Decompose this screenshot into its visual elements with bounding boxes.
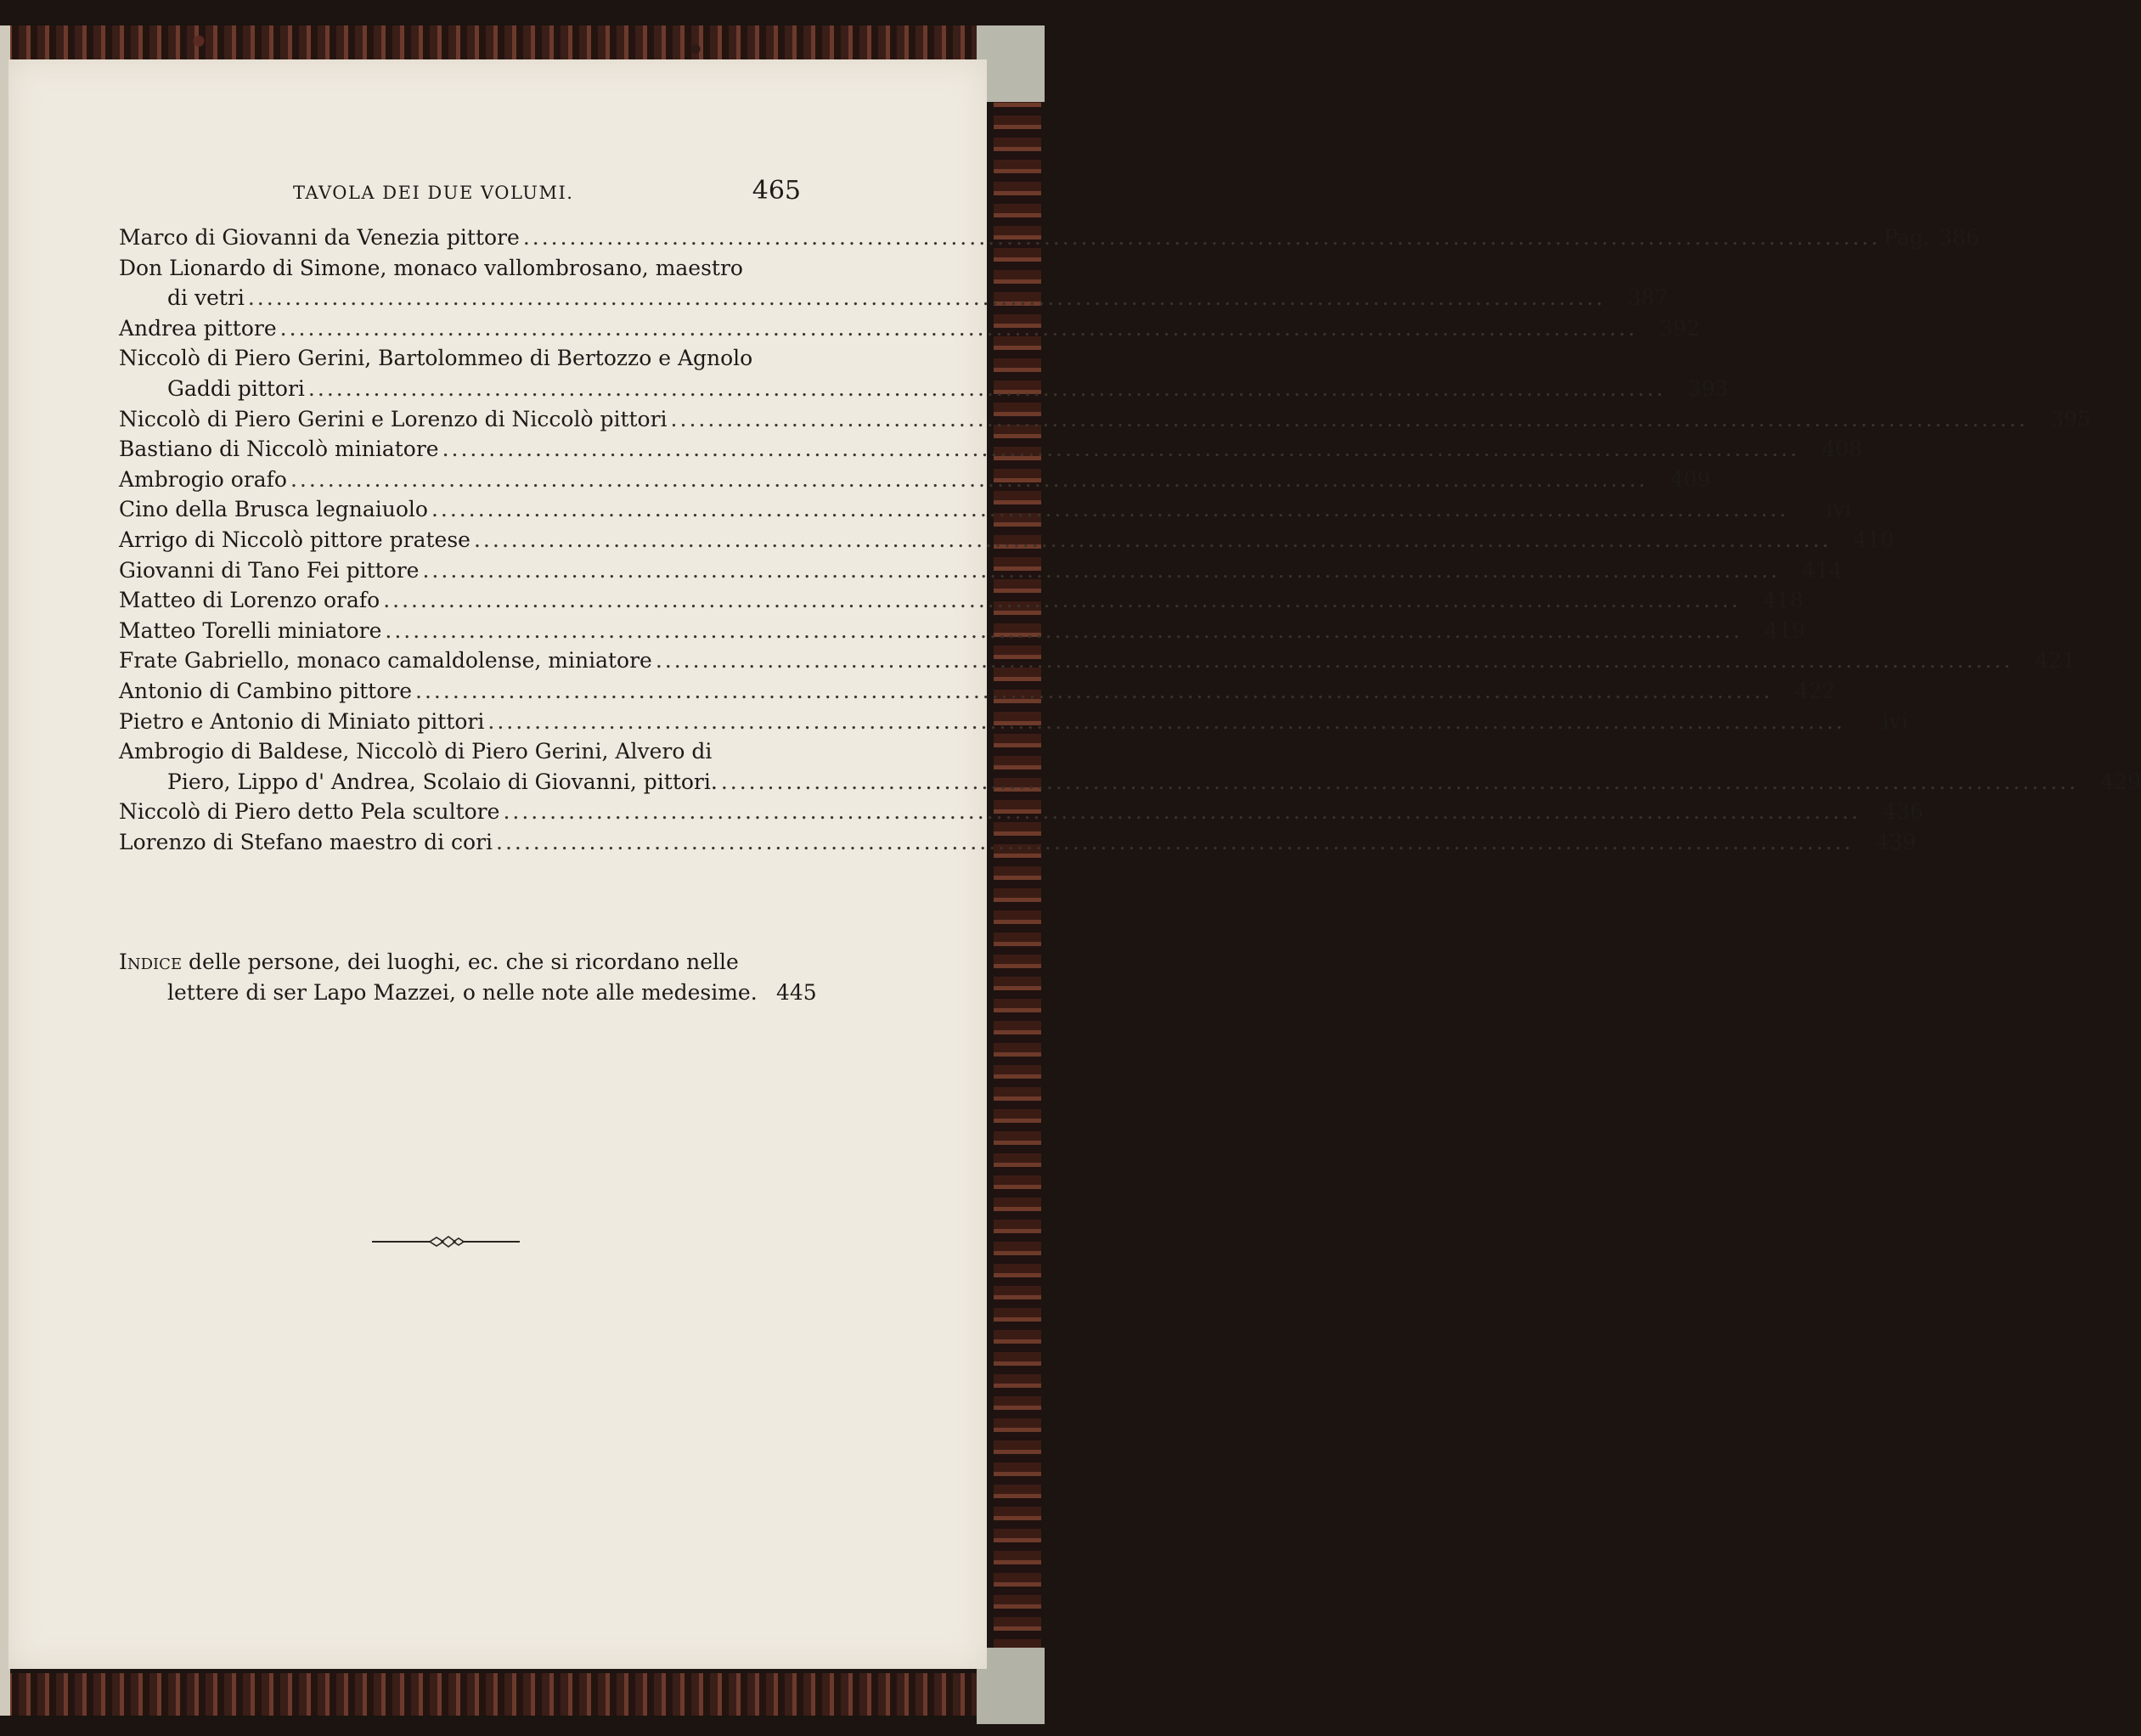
dot-leader: [503, 797, 1860, 827]
toc-entry: [119, 404, 2091, 435]
toc-entry-page: 429: [2100, 769, 2141, 794]
toc-entry-line: [119, 374, 1729, 404]
dot-leader: [431, 494, 1789, 525]
toc-entry: [119, 555, 1843, 586]
index-lead: Indice: [119, 950, 183, 974]
toc-entry: [119, 736, 2141, 797]
page-header: [285, 176, 801, 210]
dot-leader: [308, 374, 1665, 404]
toc-entry-text: Niccolò di Piero Gerini e Lorenzo di Niccolò pittori: [119, 406, 668, 431]
dot-leader: [385, 616, 1742, 646]
toc-entry-page: 421: [2035, 648, 2076, 674]
dot-leader: [487, 707, 1845, 737]
dot-leader: [523, 223, 1880, 253]
toc-entry-text: di vetri: [167, 285, 245, 311]
toc-entry-page: 439: [1875, 829, 1917, 854]
toc-entry-line: [119, 736, 803, 767]
cloth-corner-top: [977, 25, 1045, 102]
toc-entry-line: [119, 253, 803, 284]
toc-entry: [119, 494, 1852, 525]
index-text-line-2: lettere di ser Lapo Mazzei, o nelle note alle medesime.: [167, 979, 758, 1005]
toc-entry-line: [119, 465, 1711, 495]
toc-entry-page: 393: [1687, 375, 1729, 401]
toc-entry-line: [119, 343, 803, 374]
dot-leader: [290, 465, 1648, 495]
toc-entry-line: [119, 494, 1852, 525]
dot-leader: [248, 283, 1605, 313]
toc-entry-line: [119, 767, 2141, 798]
toc-entry: [119, 253, 1669, 313]
toc-entry-text: Antonio di Cambino pittore: [119, 678, 413, 703]
index-entry: [119, 947, 817, 1007]
toc-entry-text: Arrigo di Niccolò pittore pratese: [119, 527, 470, 552]
dot-leader: [442, 434, 1800, 465]
dot-leader: [671, 404, 2028, 435]
toc-entry-page: ivi: [1826, 497, 1852, 522]
toc-entry: [119, 676, 1836, 707]
toc-entry-line: [119, 404, 2091, 435]
index-text-line-1: delle persone, dei luoghi, ec. che si ricordano nelle: [182, 950, 739, 974]
toc-entry: [119, 827, 1917, 858]
dot-leader: [383, 585, 1740, 616]
dot-leader: [721, 767, 2078, 798]
toc-entry-text: Cino della Brusca legnaiuolo: [119, 497, 428, 522]
toc-entry: [119, 525, 1895, 555]
toc-entry-line: [119, 525, 1895, 555]
cloth-corner-bottom: [977, 1648, 1045, 1724]
toc-entry-text: Niccolò di Piero Gerini, Bartolommeo di Bertozzo e Agnolo: [119, 346, 753, 371]
toc-entry: [119, 223, 1980, 253]
dot-leader: [656, 645, 2013, 676]
table-of-contents: [119, 223, 2141, 857]
toc-entry-page: 387: [1627, 285, 1669, 311]
dot-leader: [422, 555, 1779, 586]
toc-entry-text: Bastiano di Niccolò miniatore: [119, 437, 439, 462]
toc-entry-line: [119, 707, 1908, 737]
toc-entry-line: [119, 313, 1700, 344]
toc-entry-page: 422: [1794, 678, 1836, 703]
toc-entry-text: Marco di Giovanni da Venezia pittore: [119, 225, 520, 250]
toc-entry-text: Gaddi pittori: [167, 375, 305, 401]
toc-entry-page: 409: [1670, 466, 1711, 492]
toc-entry-line: [119, 645, 2076, 676]
toc-entry-page: 436: [1882, 799, 1924, 825]
toc-entry-page: 395: [2050, 406, 2091, 431]
marbled-binding-bottom: [0, 1673, 1019, 1716]
toc-entry: [119, 797, 1924, 827]
toc-entry-line: [119, 585, 1804, 616]
page-prefix: Pag.: [1884, 225, 1930, 250]
toc-entry-line: [119, 676, 1836, 707]
toc-entry: [119, 465, 1711, 495]
index-page: 445: [775, 979, 817, 1005]
index-line-2: [119, 978, 817, 1008]
toc-entry-text: Frate Gabriello, monaco camaldolense, miniatore: [119, 648, 652, 674]
toc-entry-page: 392: [1659, 315, 1700, 341]
toc-entry-text: Niccolò di Piero detto Pela scultore: [119, 799, 500, 825]
toc-entry-page: 410: [1853, 527, 1895, 552]
toc-entry-page: 414: [1802, 557, 1843, 583]
toc-entry-line: [119, 223, 1980, 253]
toc-entry: [119, 585, 1804, 616]
toc-entry-line: [119, 797, 1924, 827]
toc-entry: [119, 434, 1862, 465]
toc-entry-text: Giovanni di Tano Fei pittore: [119, 557, 420, 583]
toc-entry-line: [119, 827, 1917, 858]
toc-entry-line: [119, 555, 1843, 586]
toc-entry-line: [119, 616, 1806, 646]
toc-entry-line: [119, 434, 1862, 465]
toc-entry-text: Don Lionardo di Simone, monaco vallombrosano, maestro: [119, 255, 743, 280]
toc-entry: [119, 707, 1908, 737]
toc-entry: [119, 645, 2076, 676]
toc-entry: [119, 616, 1806, 646]
toc-entry-text: Pietro e Antonio di Miniato pittori: [119, 708, 485, 734]
dot-leader: [474, 525, 1831, 555]
toc-entry-page: 408: [1822, 437, 1862, 462]
toc-entry: [119, 313, 1700, 344]
book-page: [8, 59, 2141, 1669]
toc-entry-page: 386: [1938, 225, 1980, 250]
toc-entry-page: 418: [1762, 588, 1804, 613]
dot-leader: [280, 313, 1637, 344]
toc-entry-text: Piero, Lippo d' Andrea, Scolaio di Giovanni, pittori.: [167, 769, 718, 794]
running-title: TAVOLA DEI DUE VOLUMI.: [293, 183, 574, 203]
dot-leader: [415, 676, 1772, 707]
toc-entry-text: Lorenzo di Stefano maestro di cori: [119, 829, 493, 854]
ornament-divider: [372, 1233, 520, 1250]
toc-entry-page: ivi: [1882, 708, 1908, 734]
toc-entry-line: [119, 283, 1669, 313]
toc-entry-text: Matteo Torelli miniatore: [119, 617, 382, 643]
dot-leader: [496, 827, 1853, 858]
toc-entry-page: 419: [1764, 617, 1806, 643]
toc-entry-text: Ambrogio orafo: [119, 466, 287, 492]
toc-entry-text: Andrea pittore: [119, 315, 277, 341]
index-line-1: [119, 947, 807, 978]
page-number: 465: [752, 176, 801, 206]
toc-entry-text: Matteo di Lorenzo orafo: [119, 588, 380, 613]
toc-entry-text: Ambrogio di Baldese, Niccolò di Piero Gerini, Alvero di: [119, 739, 713, 764]
toc-entry: [119, 343, 1729, 403]
